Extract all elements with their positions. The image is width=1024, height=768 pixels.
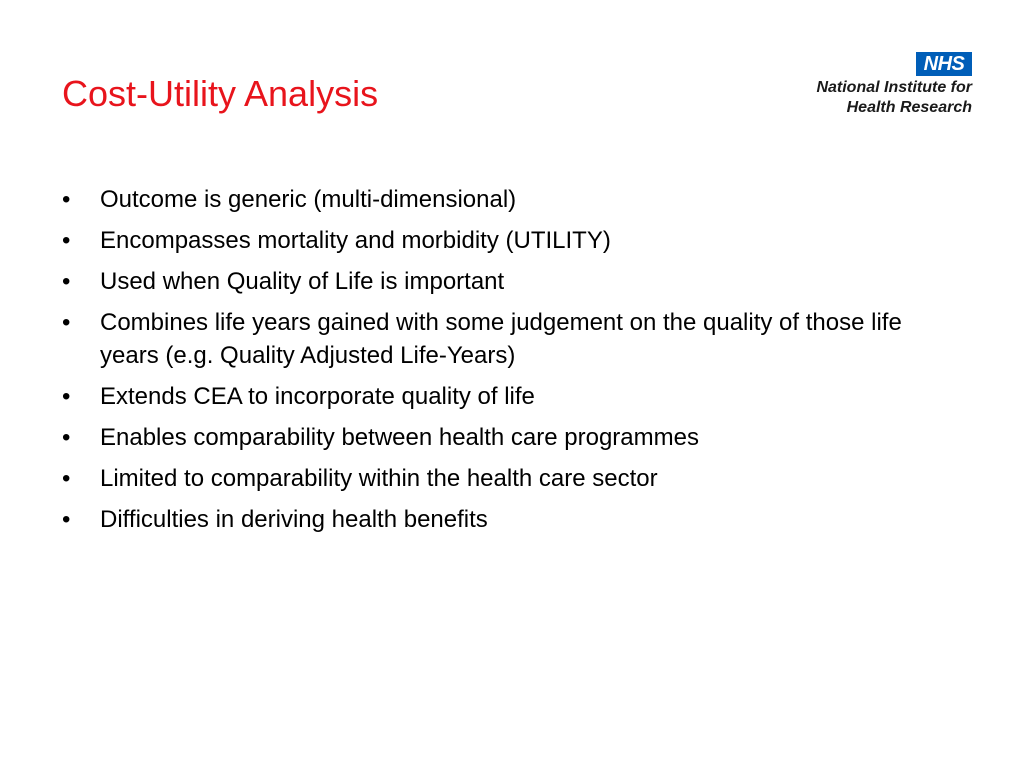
bullet-mark: • [62,227,71,254]
bullet-mark: • [62,186,71,213]
bullet-text: Encompasses mortality and morbidity (UTILITY) [100,227,611,254]
bullet-mark: • [62,383,71,410]
bullet-item [62,306,962,372]
slide-title: Cost-Utility Analysis [62,73,379,114]
bullet-text: Combines life years gained with some judgement on the quality of those life years (e.g. Quality Adjusted Life-Years) [100,309,902,369]
logo-text [816,78,972,118]
bullet-mark: • [62,309,71,336]
bullet-text: Outcome is generic (multi-dimensional) [100,186,517,213]
bullet-item [62,265,962,298]
logo-line-2: Health Research [846,99,972,116]
logo-line-1: National Institute for [816,79,972,96]
nhs-badge: NHS [916,52,972,76]
bullet-item [62,380,962,413]
bullet-item [62,421,962,454]
nihr-logo [772,52,972,122]
bullet-text: Extends CEA to incorporate quality of life [100,383,535,410]
bullet-mark: • [62,424,71,451]
bullet-item [62,503,962,536]
bullet-text: Enables comparability between health care programmes [100,424,699,451]
bullet-text: Difficulties in deriving health benefits [100,506,488,533]
bullet-list [62,183,962,544]
bullet-mark: • [62,465,71,492]
bullet-text: Used when Quality of Life is important [100,268,505,295]
bullet-item [62,462,962,495]
bullet-mark: • [62,268,71,295]
bullet-text: Limited to comparability within the health care sector [100,465,658,492]
bullet-item [62,224,962,257]
bullet-mark: • [62,506,71,533]
bullet-item [62,183,962,216]
